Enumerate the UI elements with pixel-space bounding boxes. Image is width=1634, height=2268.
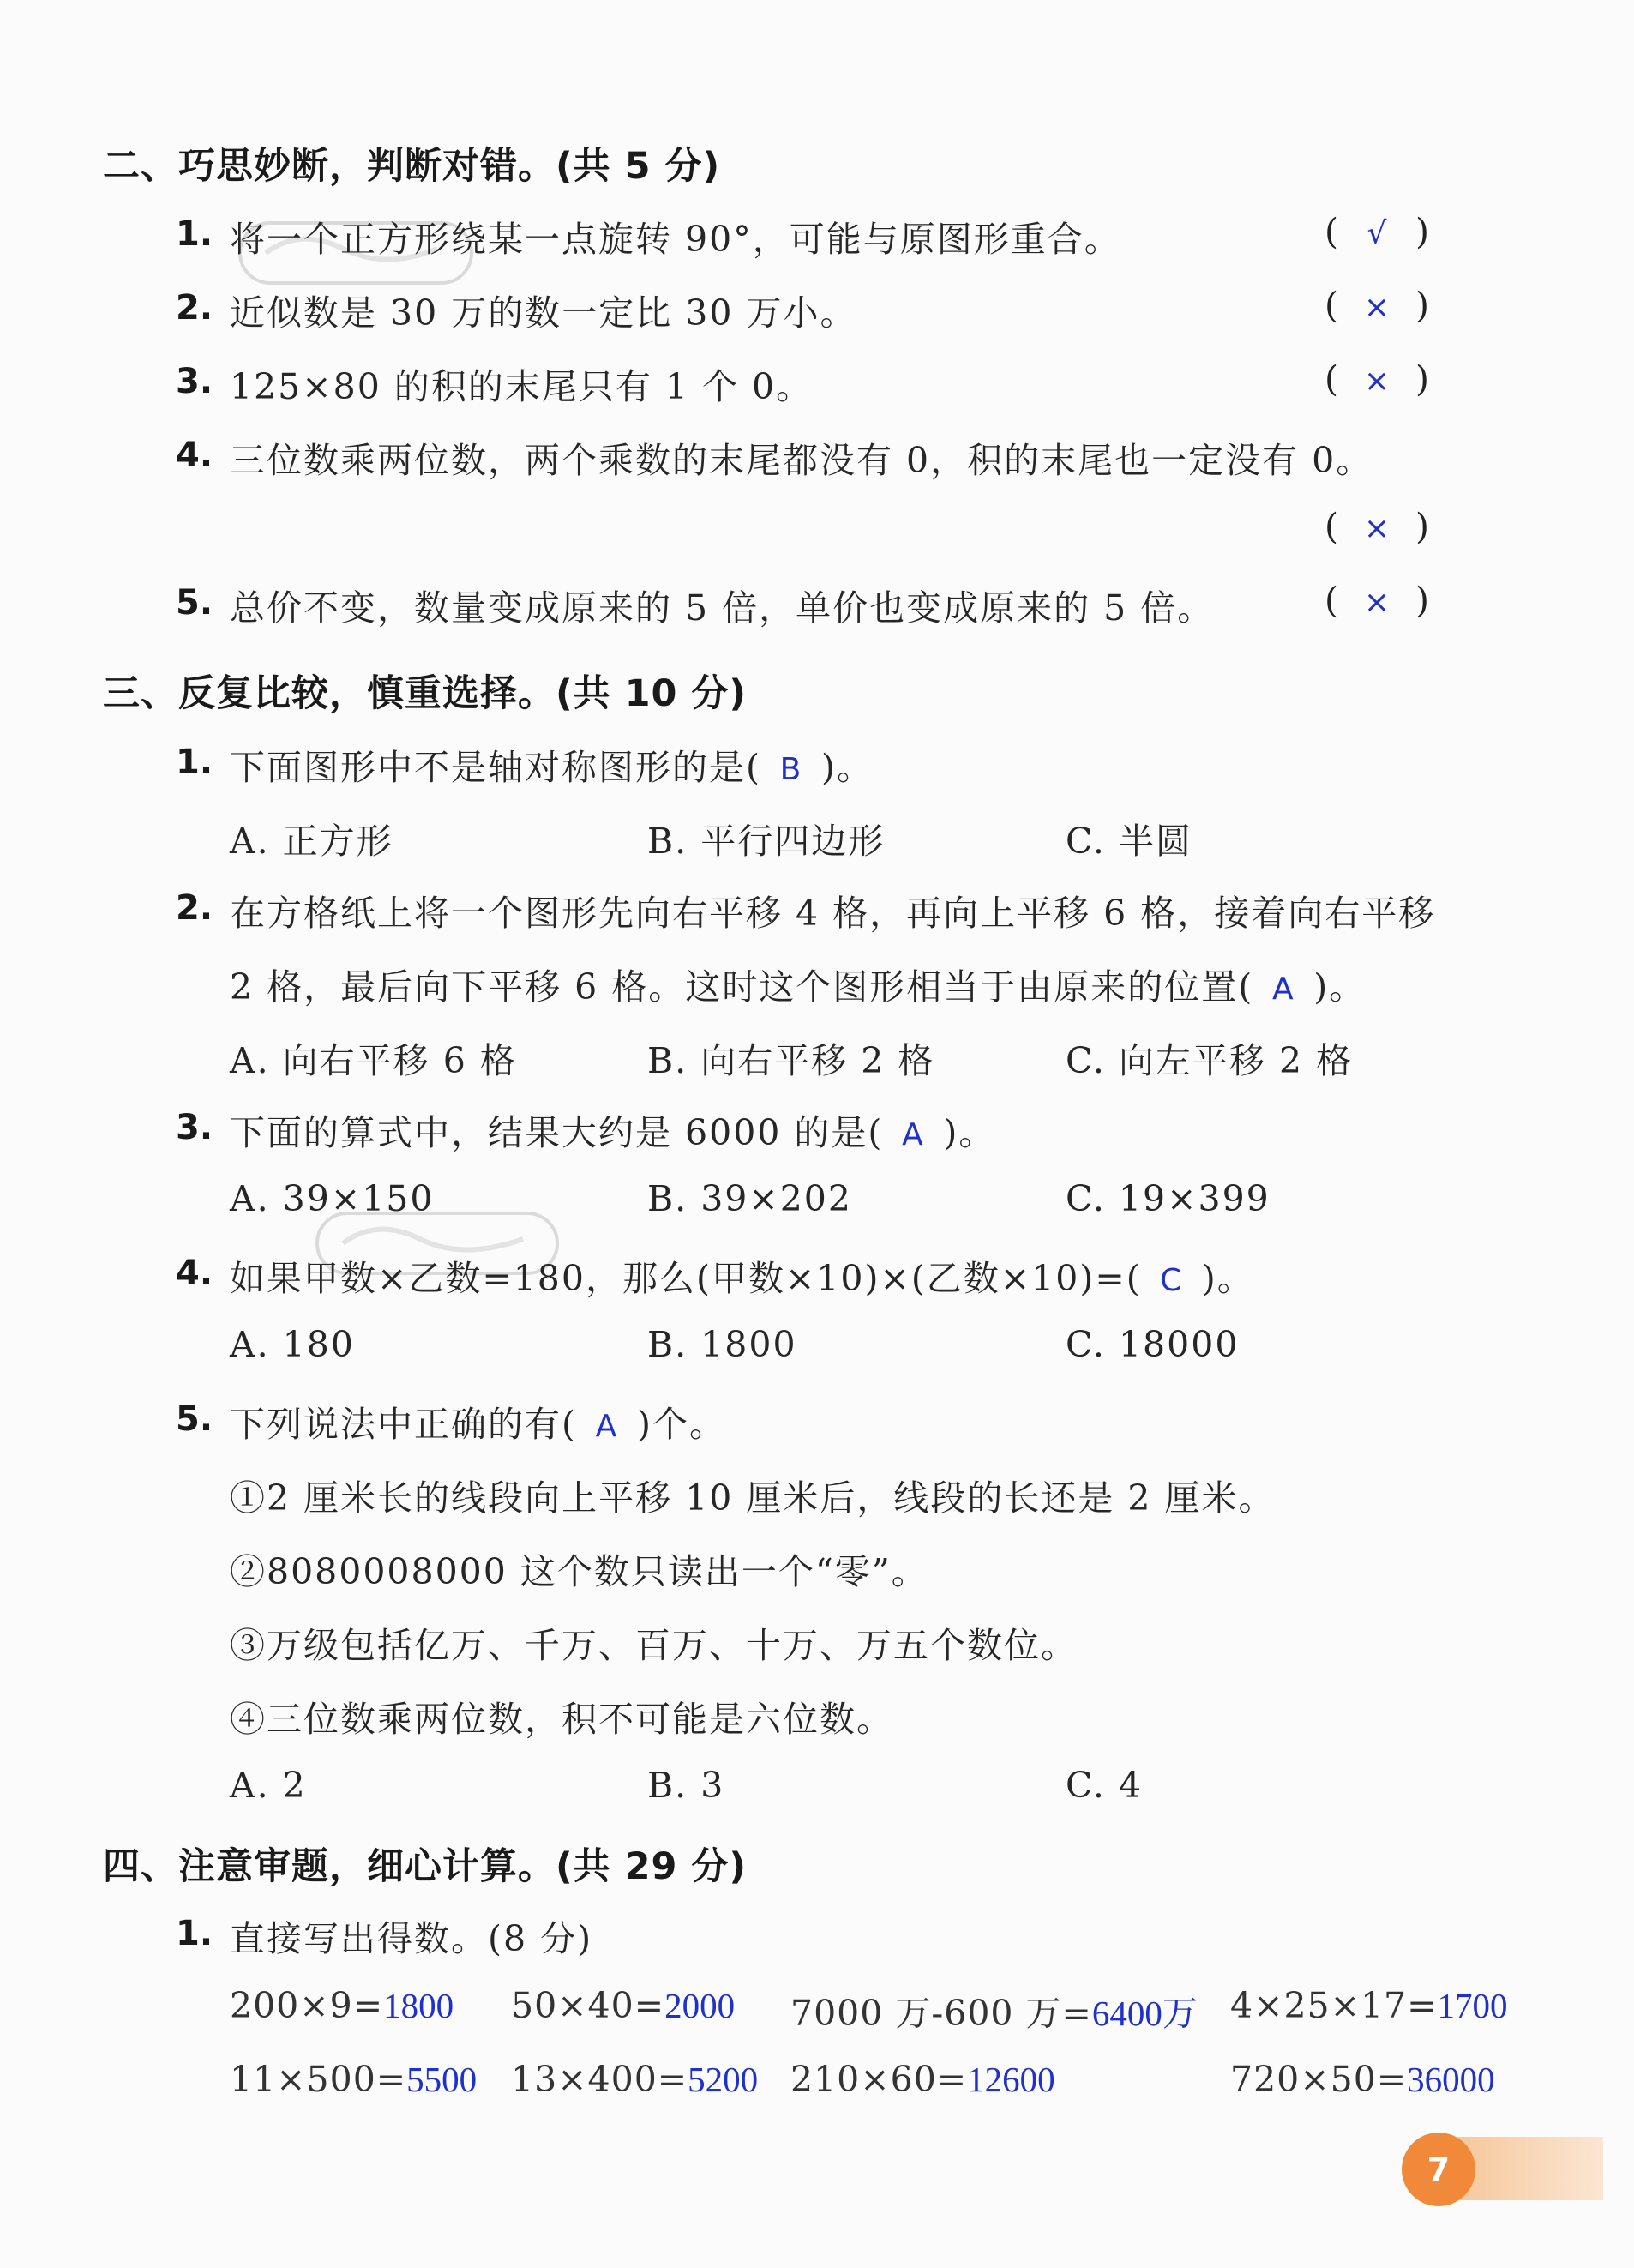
answer-mark: × bbox=[1363, 585, 1391, 620]
answer-mark: × bbox=[1363, 364, 1391, 399]
answer-letter: A bbox=[595, 1409, 619, 1444]
option-c: C. 18000 bbox=[1066, 1324, 1240, 1365]
statement: ④三位数乘两位数，积不可能是六位数。 bbox=[230, 1699, 893, 1740]
statement: ①2 厘米长的线段向上平移 10 厘米后，线段的长还是 2 厘米。 bbox=[230, 1477, 1276, 1519]
question-text: 2 格，最后向下平移 6 格。这时这个图形相当于由原来的位置( A )。 bbox=[230, 966, 1367, 1008]
calc-item: 11×500=5500 bbox=[230, 2059, 478, 2100]
calc-item: 50×40=2000 bbox=[511, 1985, 736, 2026]
calc-answer: 2000 bbox=[664, 1986, 736, 2025]
question-text: 下列说法中正确的有( A )个。 bbox=[230, 1404, 726, 1445]
section-title: 三、反复比较，慎重选择。(共 10 分) bbox=[103, 672, 748, 715]
question-number: 2. bbox=[176, 288, 213, 328]
option-a: A. 正方形 bbox=[230, 821, 393, 862]
statement: ③万级包括亿万、千万、百万、十万、万五个数位。 bbox=[230, 1625, 1078, 1666]
option-a: A. 2 bbox=[230, 1765, 307, 1806]
calc-item: 4×25×17=1700 bbox=[1230, 1985, 1508, 2026]
question-number: 3. bbox=[176, 1108, 213, 1147]
answer-letter: A bbox=[902, 1117, 925, 1152]
question-number: 2. bbox=[176, 888, 213, 928]
statement: ②8080008000 这个数只读出一个“零”。 bbox=[230, 1551, 928, 1592]
page-number-tab bbox=[1457, 2137, 1603, 2200]
question-number: 5. bbox=[176, 1399, 213, 1439]
question-text: 下面图形中不是轴对称图形的是( B )。 bbox=[230, 747, 874, 788]
calc-answer: 5500 bbox=[406, 2060, 478, 2099]
option-c: C. 4 bbox=[1066, 1765, 1144, 1806]
option-b: B. 1800 bbox=[647, 1324, 797, 1365]
calc-answer: 1700 bbox=[1437, 1986, 1508, 2025]
answer-box: ( × ) bbox=[1325, 285, 1429, 326]
section-title: 四、注意审题，细心计算。(共 29 分) bbox=[103, 1845, 748, 1888]
option-a: A. 180 bbox=[230, 1324, 355, 1365]
question-text: 总价不变，数量变成原来的 5 倍，单价也变成原来的 5 倍。 bbox=[230, 587, 1215, 629]
option-b: B. 平行四边形 bbox=[647, 821, 886, 862]
answer-letter: A bbox=[1271, 972, 1295, 1007]
option-b: B. 向右平移 2 格 bbox=[647, 1040, 935, 1081]
question-text: 125×80 的积的末尾只有 1 个 0。 bbox=[230, 366, 814, 407]
page-number: 7 bbox=[1402, 2133, 1475, 2206]
question-number: 4. bbox=[176, 436, 213, 475]
calc-answer: 1800 bbox=[383, 1986, 454, 2025]
calc-answer: 12600 bbox=[967, 2060, 1055, 2099]
calc-item: 210×60=12600 bbox=[790, 2059, 1055, 2100]
calc-answer: 36000 bbox=[1407, 2060, 1495, 2099]
question-text: 如果甲数×乙数=180，那么(甲数×10)×(乙数×10)=( C )。 bbox=[230, 1258, 1254, 1299]
option-b: B. 3 bbox=[647, 1765, 725, 1806]
question-text: 将一个正方形绕某一点旋转 90°，可能与原图形重合。 bbox=[230, 219, 1121, 260]
answer-box: ( √ ) bbox=[1325, 211, 1429, 252]
question-text: 在方格纸上将一个图形先向右平移 4 格，再向上平移 6 格，接着向右平移 bbox=[230, 893, 1436, 934]
answer-box: ( × ) bbox=[1325, 358, 1429, 400]
option-c: C. 向左平移 2 格 bbox=[1066, 1040, 1354, 1081]
calc-answer: 6400万 bbox=[1091, 1994, 1198, 2033]
calc-item: 13×400=5200 bbox=[511, 2059, 759, 2100]
question-number: 1. bbox=[176, 1914, 213, 1953]
section-title: 二、巧思妙断，判断对错。(共 5 分) bbox=[103, 145, 721, 188]
question-text: 下面的算式中，结果大约是 6000 的是( A )。 bbox=[230, 1112, 996, 1153]
question-text: 近似数是 30 万的数一定比 30 万小。 bbox=[230, 292, 857, 334]
answer-box: ( × ) bbox=[1325, 506, 1429, 547]
answer-letter: C bbox=[1160, 1263, 1184, 1298]
calc-item: 720×50=36000 bbox=[1230, 2059, 1495, 2100]
question-number: 3. bbox=[176, 362, 213, 401]
question-number: 5. bbox=[176, 583, 213, 623]
answer-mark: × bbox=[1363, 511, 1391, 546]
answer-letter: B bbox=[779, 752, 803, 787]
answer-mark: √ bbox=[1367, 216, 1387, 251]
calc-item: 7000 万-600 万=6400万 bbox=[790, 1993, 1198, 2034]
calc-item: 200×9=1800 bbox=[230, 1985, 454, 2026]
question-number: 1. bbox=[176, 214, 213, 254]
question-text: 直接写出得数。(8 分) bbox=[230, 1918, 593, 1959]
option-a: A. 39×150 bbox=[230, 1178, 435, 1219]
question-number: 4. bbox=[176, 1254, 213, 1293]
option-b: B. 39×202 bbox=[647, 1178, 852, 1219]
question-text: 三位数乘两位数，两个乘数的末尾都没有 0，积的末尾也一定没有 0。 bbox=[230, 440, 1373, 481]
question-number: 1. bbox=[176, 743, 213, 782]
option-c: C. 半圆 bbox=[1066, 821, 1192, 862]
answer-box: ( × ) bbox=[1325, 580, 1429, 621]
answer-mark: × bbox=[1363, 290, 1391, 325]
option-a: A. 向右平移 6 格 bbox=[230, 1040, 517, 1081]
option-c: C. 19×399 bbox=[1066, 1178, 1271, 1219]
calc-answer: 5200 bbox=[688, 2060, 759, 2099]
